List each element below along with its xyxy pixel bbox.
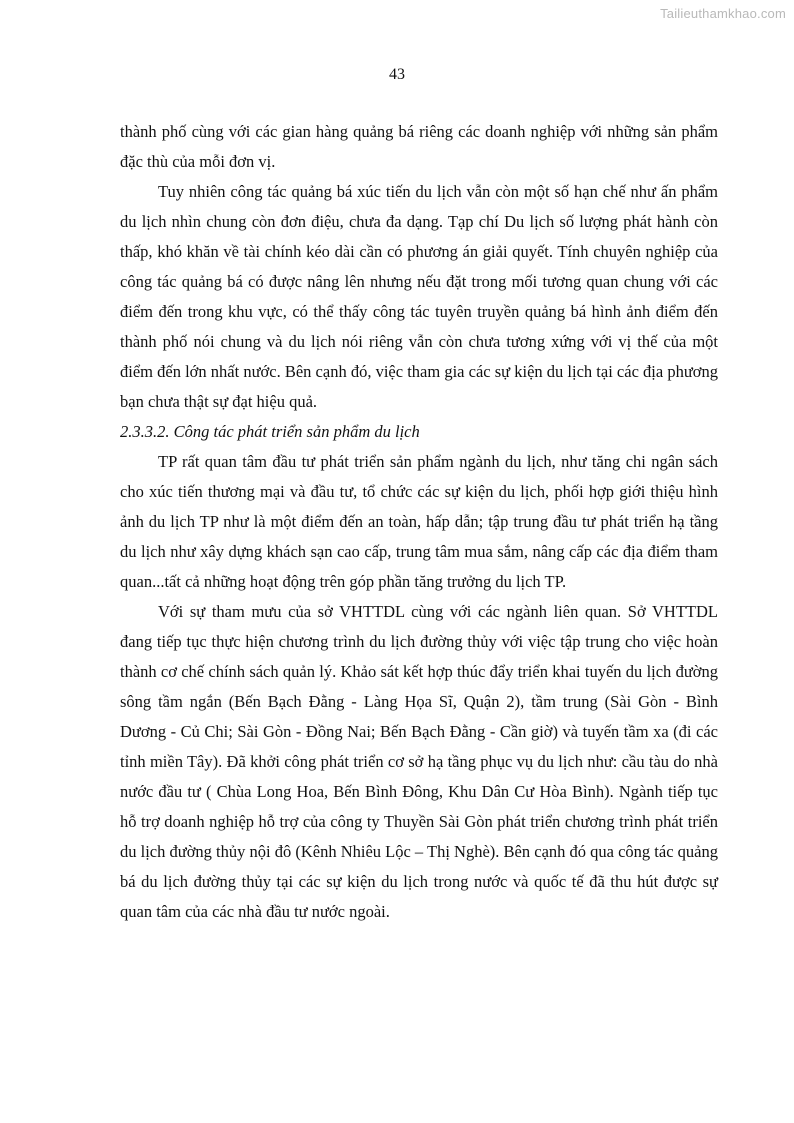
paragraph: thành phố cùng với các gian hàng quảng bá riêng các doanh nghiệp với những sản phẩm đặc thù của mỗi đơn vị. [120,122,718,171]
paragraph: TP rất quan tâm đầu tư phát triển sản phẩm ngành du lịch, như tăng chi ngân sách cho xúc tiến thương mại và đầu tư, tổ chức các sự kiện du lịch, phối hợp giới thiệu hình ảnh du lịch TP như là một điểm đến an toàn, hấp dẫn; tập trung đầu tư phát triển hạ tầng du lịch như xây dựng khách sạn cao cấp, trung tâm mua sắm, nâng cấp các địa điểm tham quan...tất cả những hoạt động trên góp phần tăng trưởng du lịch TP. [120,452,718,591]
section-heading: 2.3.3.2. Công tác phát triển sản phẩm du lịch [120,422,420,441]
paragraph: Tuy nhiên công tác quảng bá xúc tiến du lịch vẫn còn một số hạn chế như ấn phẩm du lịch nhìn chung còn đơn điệu, chưa đa dạng. Tạp chí Du lịch số lượng phát hành còn thấp, khó khăn về tài chính kéo dài cần có phương án giải quyết. Tính chuyên nghiệp của công tác quảng bá có được nâng lên nhưng nếu đặt trong mối tương quan chung với các điểm đến trong khu vực, có thể thấy công tác tuyên truyền quảng bá hình ảnh điểm đến thành phố nói chung và du lịch nói riêng vẫn còn chưa tương xứng với vị thế của một điểm đến lớn nhất nước. Bên cạnh đó, việc tham gia các sự kiện du lịch tại các địa phương bạn chưa thật sự đạt hiệu quả. [120,182,718,411]
paragraph: Với sự tham mưu của sở VHTTDL cùng với các ngành liên quan. Sở VHTTDL đang tiếp tục thực hiện chương trình du lịch đường thủy với việc tập trung cho việc hoàn thành cơ chế chính sách quản lý. Khảo sát kết hợp thúc đẩy triển khai tuyến du lịch đường sông tầm ngắn (Bến Bạch Đằng - Làng Họa Sĩ, Quận 2), tầm trung (Sài Gòn - Bình Dương - Củ Chi; Sài Gòn - Đồng Nai; Bến Bạch Đằng - Cần giờ) và tuyến tầm xa (đi các tỉnh miền Tây). Đã khởi công phát triển cơ sở hạ tầng phục vụ du lịch như: cầu tàu do nhà nước đầu tư ( Chùa Long Hoa, Bến Bình Đông, Khu Dân Cư Hòa Bình). Ngành tiếp tục hỗ trợ doanh nghiệp hỗ trợ của công ty Thuyền Sài Gòn phát triển chương trình phát triển du lịch đường thủy nội đô (Kênh Nhiêu Lộc – Thị Nghè). Bên cạnh đó qua công tác quảng bá du lịch đường thủy tại các sự kiện du lịch trong nước và quốc tế đã thu hút được sự quan tâm của các nhà đầu tư nước ngoài. [120,602,718,921]
page-number: 43 [389,66,405,83]
watermark: Tailieuthamkhao.com [660,6,786,21]
document-body [120,117,718,927]
